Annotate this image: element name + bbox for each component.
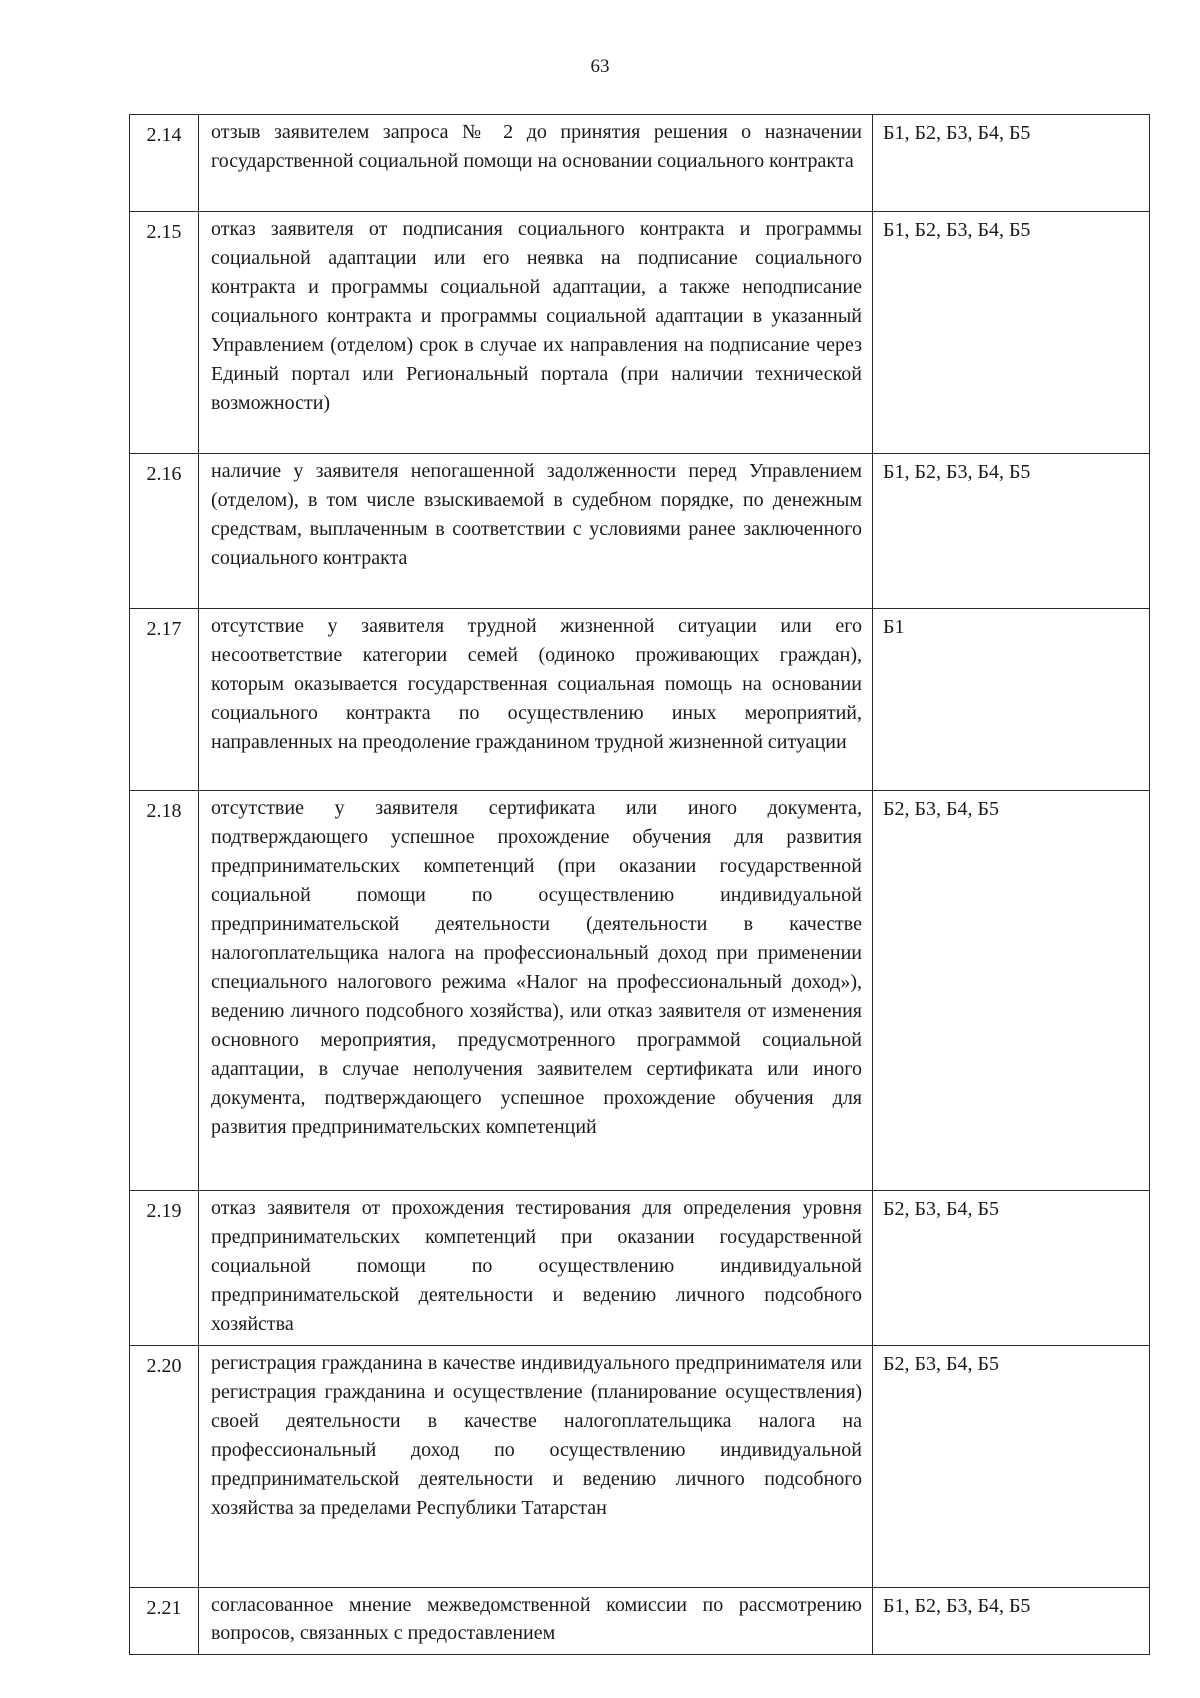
- row-number: 2.19: [130, 1191, 199, 1346]
- page-number: 63: [590, 56, 610, 77]
- row-number: 2.17: [130, 609, 199, 791]
- row-number: 2.21: [130, 1588, 199, 1655]
- row-description: отсутствие у заявителя сертификата или иного документа, подтверждающего успешное прохождение обучения для развития предпринимательских компетенций (при оказании государственной социальной помощи по осуществлению индивидуальной предпринимательской деятельности (деятельности в качестве налогоплательщика налога на профессиональный доход при применении специального налогового режима «Налог на профессиональный доход»), ведению личного подсобного хозяйства), или отказ заявителя от изменения основного мероприятия, предусмотренного программой социальной адаптации, в случае неполучения заявителем сертификата или иного документа, подтверждающего успешное прохождение обучения для развития предпринимательских компетенций: [199, 791, 873, 1191]
- table-row: [130, 212, 1150, 454]
- row-description: согласованное мнение межведомственной комиссии по рассмотрению вопросов, связанных с предоставлением: [199, 1588, 873, 1655]
- row-codes: Б1, Б2, Б3, Б4, Б5: [873, 454, 1150, 609]
- table-row: [130, 1191, 1150, 1346]
- table-row: [130, 609, 1150, 791]
- row-description: отсутствие у заявителя трудной жизненной ситуации или его несоответствие категории семей (одиноко проживающих граждан), которым оказывается государственная социальная помощь на основании социального контракта по осуществлению иных мероприятий, направленных на преодоление гражданином трудной жизненной ситуации: [199, 609, 873, 791]
- table-row: [130, 1346, 1150, 1588]
- row-number: 2.18: [130, 791, 199, 1191]
- table-row: [130, 791, 1150, 1191]
- row-codes: Б1, Б2, Б3, Б4, Б5: [873, 212, 1150, 454]
- table-row: [130, 1588, 1150, 1655]
- row-number: 2.20: [130, 1346, 199, 1588]
- row-number: 2.15: [130, 212, 199, 454]
- table-row: [130, 454, 1150, 609]
- row-codes: Б2, Б3, Б4, Б5: [873, 791, 1150, 1191]
- row-codes: Б1, Б2, Б3, Б4, Б5: [873, 1588, 1150, 1655]
- table-row: [130, 115, 1150, 212]
- row-number: 2.14: [130, 115, 199, 212]
- row-description: наличие у заявителя непогашенной задолженности перед Управлением (отделом), в том числе взыскиваемой в судебном порядке, по денежным средствам, выплаченным в соответствии с условиями ранее заключенного социального контракта: [199, 454, 873, 609]
- row-codes: Б1, Б2, Б3, Б4, Б5: [873, 115, 1150, 212]
- row-description: регистрация гражданина в качестве индивидуального предпринимателя или регистрация гражданина и осуществление (планирование осуществления) своей деятельности в качестве налогоплательщика налога на профессиональный доход по осуществлению индивидуальной предпринимательской деятельности и ведению личного подсобного хозяйства за пределами Республики Татарстан: [199, 1346, 873, 1588]
- row-codes: Б1: [873, 609, 1150, 791]
- row-description: отказ заявителя от подписания социального контракта и программы социальной адаптации или его неявка на подписание социального контракта и программы социальной адаптации, а также неподписание социального контракта и программы социальной адаптации в указанный Управлением (отделом) срок в случае их направления на подписание через Единый портал или Региональный портала (при наличии технической возможности): [199, 212, 873, 454]
- row-number: 2.16: [130, 454, 199, 609]
- row-description: отказ заявителя от прохождения тестирования для определения уровня предпринимательских компетенций при оказании государственной социальной помощи по осуществлению индивидуальной предпринимательской деятельности и ведению личного подсобного хозяйства: [199, 1191, 873, 1346]
- row-codes: Б2, Б3, Б4, Б5: [873, 1191, 1150, 1346]
- row-description: отзыв заявителем запроса № 2 до принятия решения о назначении государственной социальной помощи на основании социального контракта: [199, 115, 873, 212]
- row-codes: Б2, Б3, Б4, Б5: [873, 1346, 1150, 1588]
- conditions-table: [129, 114, 1150, 1655]
